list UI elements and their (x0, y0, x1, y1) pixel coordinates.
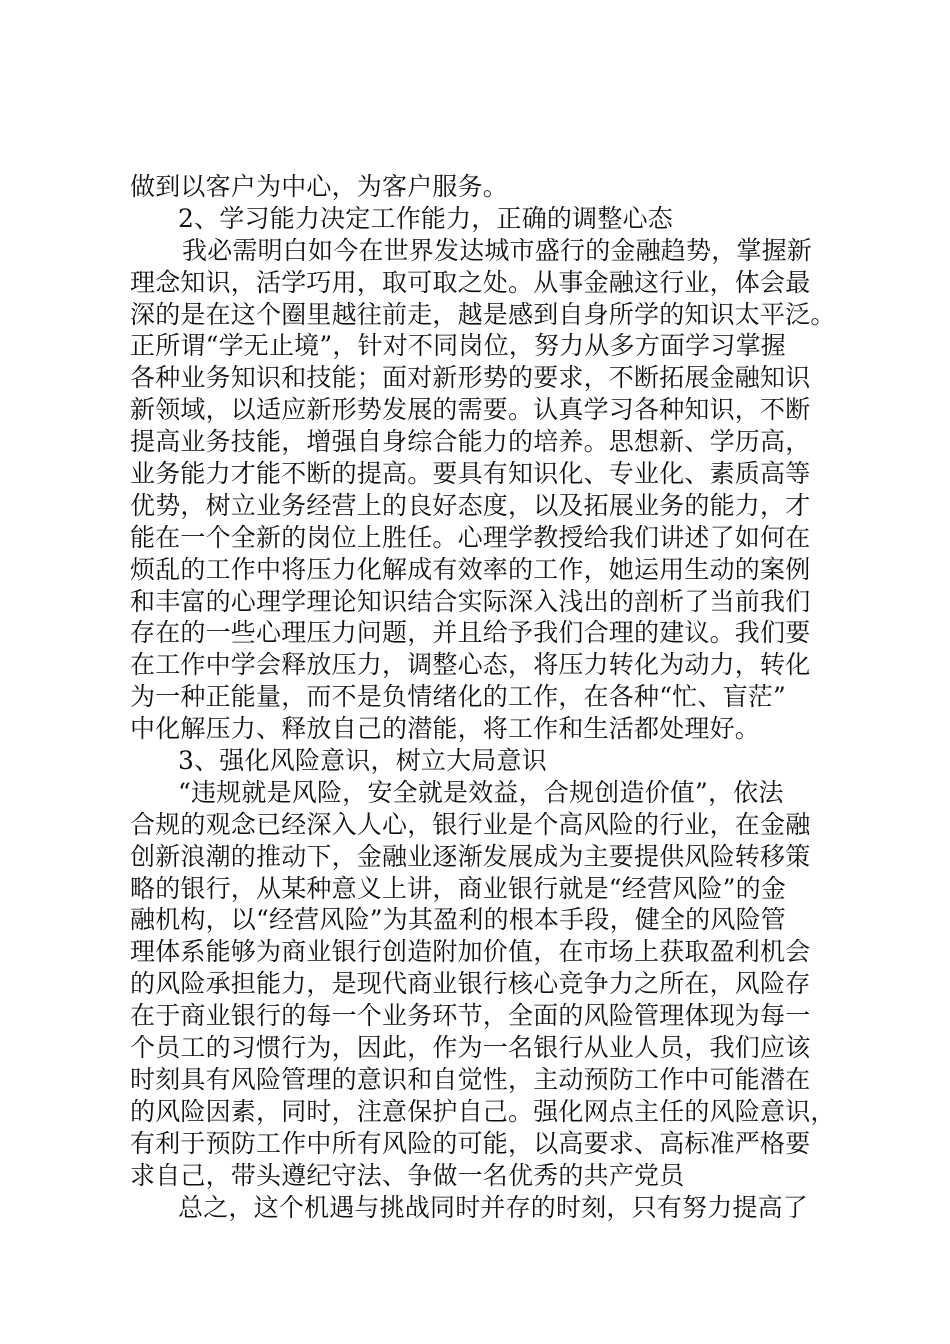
text-line: 新领域，以适应新形势发展的需要。认真学习各种知识，不断 (130, 395, 811, 425)
text-line: 深的是在这个圈里越往前走，越是感到自身所学的知识太平泛。 (130, 299, 836, 329)
text-line: 在于商业银行的每一个业务环节，全面的风险管理体现为每一 (130, 1001, 811, 1031)
text-line: 理念知识，活学巧用，取可取之处。从事金融这行业，体会最 (130, 267, 811, 297)
text-line: 时刻具有风险管理的意识和自觉性，主动预防工作中可能潜在 (130, 1064, 811, 1094)
text-line: 优势，树立业务经营上的良好态度，以及拓展业务的能力，才 (130, 490, 811, 520)
text-line: 合规的观念已经深入人心，银行业是个高风险的行业，在金融 (130, 809, 811, 839)
text-line: 我必需明白如今在世界发达城市盛行的金融趋势，掌握新 (182, 235, 813, 265)
text-line: 理体系能够为商业银行创造附加价值，在市场上获取盈利机会 (130, 937, 811, 967)
section-heading-3: 3、强化风险意识，树立大局意识 (178, 746, 547, 776)
text-line: 融机构，以“经营风险”为其盈利的根本手段，健全的风险管 (130, 905, 786, 935)
text-line: 的风险承担能力，是现代商业银行核心竞争力之所在，风险存 (130, 969, 811, 999)
text-line: 的风险因素，同时，注意保护自己。强化网点主任的风险意识， (130, 1096, 836, 1126)
section-heading-2: 2、学习能力决定工作能力，正确的调整心态 (178, 203, 673, 233)
text-line: 略的银行，从某种意义上讲，商业银行就是“经营风险”的金 (130, 873, 786, 903)
text-line: 创新浪潮的推动下，金融业逐渐发展成为主要提供风险转移策 (130, 841, 811, 871)
text-line: 总之，这个机遇与挑战同时并存的时刻，只有努力提高了 (178, 1192, 809, 1222)
text-line: 做到以客户为中心，为客户服务。 (130, 172, 509, 201)
text-line: 在工作中学会释放压力，调整心态，将压力转化为动力，转化 (130, 650, 811, 680)
text-line: 能在一个全新的岗位上胜任。心理学教授给我们讲述了如何在 (130, 522, 811, 552)
document-body (130, 171, 836, 1223)
text-line: 有利于预防工作中所有风险的可能，以高要求、高标准严格要 (130, 1128, 811, 1158)
text-line: “违规就是风险，安全就是效益，合规创造价值”，依法 (178, 777, 784, 807)
text-line: 提高业务技能，增强自身综合能力的培养。思想新、学历高， (130, 427, 811, 457)
text-line: 和丰富的心理学理论知识结合实际深入浅出的剖析了当前我们 (130, 586, 811, 616)
text-line: 求自己，带头遵纪守法、争做一名优秀的共产党员 (130, 1160, 685, 1190)
text-line: 为一种正能量，而不是负情绪化的工作，在各种“忙、盲茫” (130, 682, 786, 712)
text-line: 业务能力才能不断的提高。要具有知识化、专业化、素质高等 (130, 459, 811, 489)
text-line: 个员工的习惯行为，因此，作为一名银行从业人员，我们应该 (130, 1033, 811, 1063)
text-line: 中化解压力、释放自己的潜能，将工作和生活都处理好。 (130, 714, 761, 744)
text-line: 烦乱的工作中将压力化解成有效率的工作，她运用生动的案例 (130, 554, 811, 584)
text-line: 各种业务知识和技能；面对新形势的要求，不断拓展金融知识 (130, 363, 811, 393)
text-line: 存在的一些心理压力问题，并且给予我们合理的建议。我们要 (130, 618, 811, 648)
text-line: 正所谓“学无止境”，针对不同岗位，努力从多方面学习掌握 (130, 331, 786, 361)
